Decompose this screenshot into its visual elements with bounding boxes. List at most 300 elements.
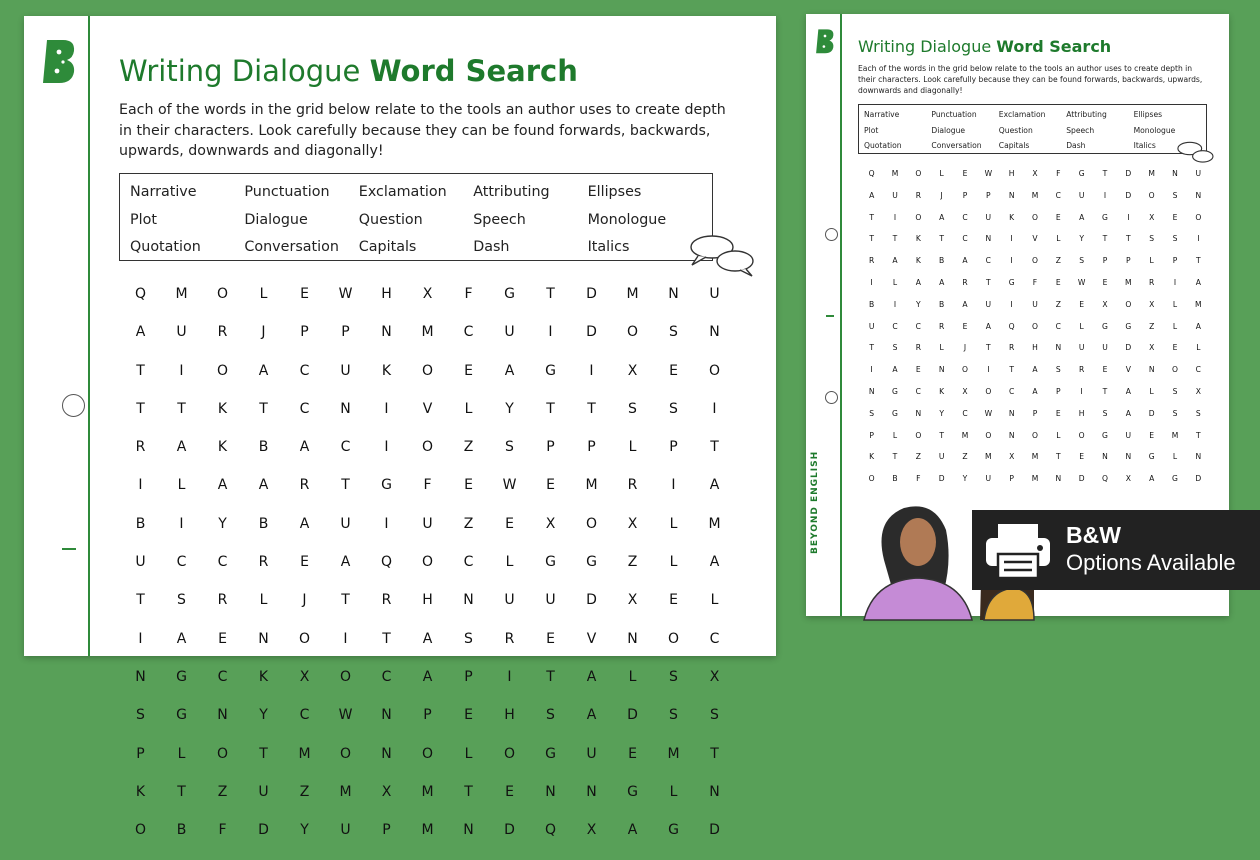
grid-letter: U [1032, 299, 1038, 309]
grid-letter: P [464, 668, 473, 685]
grid-letter: S [1079, 256, 1085, 266]
grid-letter: U [504, 324, 515, 341]
word-list-item: Question [358, 211, 423, 228]
grid-letter: M [298, 745, 311, 762]
grid-letter: L [1149, 386, 1154, 396]
grid-letter: A [340, 554, 351, 571]
grid-letter: B [939, 256, 945, 266]
grid-letter: O [985, 430, 992, 440]
grid-letter: C [381, 668, 392, 685]
word-list-item: Italics [1133, 141, 1156, 150]
grid-letter: K [915, 234, 921, 244]
grid-letter: X [1149, 212, 1155, 222]
grid-letter: I [138, 477, 143, 494]
page-title [119, 54, 578, 88]
grid-letter: O [421, 745, 434, 762]
grid-letter: L [464, 745, 473, 762]
grid-letter: X [709, 668, 720, 685]
grid-letter: I [712, 400, 717, 417]
grid-letter: U [545, 592, 556, 609]
grid-letter: O [985, 386, 992, 396]
grid-letter: A [892, 365, 898, 375]
grid-letter: E [1055, 408, 1061, 418]
grid-letter: G [1148, 452, 1155, 462]
grid-letter: T [1102, 386, 1108, 396]
grid-letter: T [892, 452, 898, 462]
grid-letter: U [340, 362, 351, 379]
grid-letter: F [1056, 169, 1061, 178]
grid-letter: L [892, 430, 898, 440]
grid-letter: Y [300, 822, 309, 839]
grid-letter: M [1031, 190, 1039, 200]
grid-letter: I [589, 362, 594, 379]
grid-letter: N [586, 783, 597, 800]
grid-letter: O [1032, 430, 1038, 440]
grid-letter: U [135, 554, 146, 571]
grid-letter: G [545, 745, 556, 762]
grid-letter: X [422, 286, 433, 302]
grid-letter: K [869, 452, 875, 462]
word-list-item: Exclamation [358, 184, 447, 200]
grid-letter: S [1055, 365, 1061, 375]
grid-letter: M [339, 783, 352, 800]
grid-letter: O [216, 745, 229, 762]
word-list-item: Punctuation [244, 184, 330, 200]
grid-letter: X [627, 592, 638, 609]
grid-letter: M [708, 515, 721, 532]
grid-letter: A [709, 477, 720, 494]
grid-letter: U [1078, 190, 1085, 200]
grid-letter: U [586, 745, 597, 762]
grid-letter: S [669, 324, 678, 341]
grid-letter: F [423, 477, 432, 494]
grid-letter: Z [299, 783, 310, 800]
grid-letter: C [463, 324, 474, 341]
printer-icon [984, 522, 1052, 580]
grid-letter: E [1079, 299, 1085, 309]
grid-letter: O [216, 362, 229, 379]
grid-letter: X [545, 515, 556, 532]
grid-letter: Z [627, 554, 638, 571]
grid-letter: H [381, 286, 392, 302]
word-list-item: Exclamation [998, 110, 1046, 119]
grid-letter: T [1196, 430, 1201, 440]
grid-letter: R [1149, 277, 1155, 287]
grid-letter: U [1125, 430, 1132, 440]
grid-letter: E [218, 630, 227, 647]
grid-letter: I [1103, 190, 1107, 200]
grid-letter: A [1125, 386, 1131, 396]
grid-letter: I [1197, 234, 1200, 244]
grid-letter: C [1009, 386, 1015, 396]
grid-letter: O [421, 439, 434, 456]
grid-letter: T [869, 234, 874, 244]
grid-letter: C [962, 408, 968, 418]
grid-letter: N [463, 592, 474, 609]
grid-letter: P [962, 190, 968, 200]
grid-letter: B [258, 515, 269, 532]
grid-letter: L [1079, 321, 1084, 331]
word-list-item: Dialogue [931, 125, 966, 135]
grid-letter: R [627, 477, 638, 494]
grid-letter: Q [1102, 474, 1108, 484]
grid-letter: X [1102, 299, 1108, 309]
grid-letter: M [421, 783, 434, 800]
grid-letter: T [341, 477, 350, 494]
grid-letter: Q [134, 286, 147, 302]
grid-letter: T [986, 277, 991, 287]
grid-letter: D [586, 324, 597, 341]
grid-letter: I [987, 365, 990, 375]
grid-letter: G [1125, 321, 1132, 331]
grid-letter: Q [868, 169, 875, 178]
grid-letter: Z [1149, 321, 1155, 331]
grid-letter: N [938, 365, 945, 375]
grid-letter: Y [916, 299, 921, 309]
grid-letter: T [986, 343, 991, 353]
grid-letter: V [586, 630, 597, 647]
word-list-item: Speech [473, 211, 526, 228]
grid-letter: L [669, 515, 678, 532]
grid-letter: A [586, 668, 597, 685]
grid-letter: I [179, 515, 184, 532]
grid-letter: G [176, 707, 187, 724]
grid-letter: M [1195, 299, 1202, 309]
fold-mark [826, 315, 834, 317]
grid-letter: C [1055, 321, 1061, 331]
grid-letter: P [1009, 474, 1014, 484]
grid-letter: O [915, 169, 922, 178]
grid-letter: O [1195, 212, 1202, 222]
grid-letter: I [1080, 386, 1083, 396]
grid-letter: O [667, 630, 680, 647]
grid-letter: X [299, 668, 310, 685]
grid-letter: E [962, 169, 968, 178]
word-list-item: Punctuation [931, 110, 977, 119]
grid-letter: U [868, 321, 875, 331]
grid-letter: T [341, 592, 350, 609]
grid-letter: G [545, 554, 556, 571]
speech-bubble-icon [688, 232, 758, 278]
grid-letter: O [298, 630, 311, 647]
grid-letter: A [299, 515, 310, 532]
grid-letter: U [709, 286, 720, 302]
grid-letter: X [1125, 474, 1131, 484]
grid-letter: C [340, 439, 351, 456]
grid-letter: N [258, 630, 269, 647]
worksheet-page-large [24, 16, 776, 839]
word-list-item: Attributing [1066, 110, 1107, 119]
grid-letter: G [892, 386, 898, 396]
grid-letter: T [177, 400, 186, 417]
grid-letter: C [1195, 365, 1201, 375]
grid-letter: I [138, 630, 143, 647]
grid-letter: R [939, 321, 945, 331]
grid-letter: I [548, 324, 553, 341]
word-list-item: Quotation [864, 141, 902, 150]
grid-letter: T [136, 592, 145, 609]
grid-letter: E [1102, 277, 1108, 287]
grid-letter: O [1172, 365, 1178, 375]
grid-letter: S [177, 592, 186, 609]
grid-letter: A [299, 439, 310, 456]
grid-letter: A [504, 362, 515, 379]
binder-hole [825, 228, 838, 241]
word-list-item: Narrative [130, 184, 197, 200]
grid-letter: L [710, 592, 719, 609]
grid-letter: I [384, 400, 389, 417]
grid-letter: I [1010, 234, 1013, 244]
grid-letter: P [1032, 408, 1038, 418]
grid-letter: V [422, 400, 433, 417]
grid-letter: E [1055, 212, 1061, 222]
grid-letter: T [136, 362, 145, 379]
grid-letter: I [384, 439, 389, 456]
badge-subtitle: Options Available [1066, 550, 1236, 575]
grid-letter: S [669, 707, 678, 724]
grid-letter: L [939, 169, 944, 178]
word-list-box [119, 173, 713, 261]
grid-letter: R [135, 439, 146, 456]
grid-letter: Q [1008, 321, 1015, 331]
grid-letter: L [259, 286, 268, 302]
grid-letter: K [1009, 212, 1015, 222]
grid-letter: U [892, 190, 898, 200]
title-bold: Word Search [369, 54, 578, 88]
grid-letter: N [1195, 190, 1202, 200]
grid-letter: Z [217, 783, 228, 800]
grid-letter: T [710, 439, 719, 456]
grid-letter: X [1032, 169, 1038, 178]
grid-letter: R [915, 190, 921, 200]
grid-letter: G [381, 477, 392, 494]
grid-letter: D [258, 822, 269, 839]
grid-letter: O [585, 515, 598, 532]
grid-letter: U [938, 452, 945, 462]
grid-letter: W [338, 286, 353, 302]
grid-letter: P [1172, 256, 1178, 266]
grid-letter: C [176, 554, 187, 571]
grid-letter: R [217, 324, 228, 341]
grid-letter: G [1078, 169, 1085, 178]
grid-letter: L [669, 554, 678, 571]
grid-letter: S [1195, 408, 1201, 418]
grid-letter: N [1148, 365, 1155, 375]
grid-letter: F [218, 822, 227, 839]
grid-letter: M [667, 745, 680, 762]
badge-title: B&W [1066, 522, 1121, 548]
grid-letter: C [985, 256, 991, 266]
grid-letter: A [1032, 365, 1038, 375]
grid-letter: G [586, 554, 597, 571]
grid-letter: N [340, 400, 351, 417]
grid-letter: W [984, 408, 993, 418]
grid-letter: I [384, 515, 389, 532]
grid-letter: S [669, 668, 678, 685]
grid-letter: U [504, 592, 515, 609]
grid-letter: F [464, 286, 473, 302]
grid-letter: L [464, 400, 473, 417]
grid-letter: P [1056, 386, 1061, 396]
letter-grid [120, 286, 735, 860]
grid-letter: A [586, 707, 597, 724]
grid-letter: C [915, 386, 921, 396]
grid-letter: B [258, 439, 269, 456]
word-list-item: Ellipses [1133, 110, 1163, 119]
grid-letter: S [1172, 190, 1178, 200]
grid-letter: A [176, 439, 187, 456]
grid-letter: M [626, 286, 639, 302]
grid-letter: U [985, 474, 992, 484]
grid-letter: P [869, 430, 874, 440]
grid-letter: T [546, 668, 555, 685]
grid-letter: X [1195, 386, 1201, 396]
grid-letter: G [1102, 321, 1108, 331]
grid-letter: N [709, 324, 720, 341]
grid-letter: S [869, 408, 875, 418]
grid-letter: O [1032, 212, 1038, 222]
grid-letter: D [1195, 474, 1202, 484]
grid-letter: S [1149, 234, 1155, 244]
grid-letter: P [986, 190, 991, 200]
grid-letter: L [259, 592, 268, 609]
grid-letter: K [939, 386, 945, 396]
grid-letter: P [1126, 256, 1131, 266]
grid-letter: Y [218, 515, 227, 532]
grid-letter: D [586, 286, 597, 302]
grid-letter: N [709, 783, 720, 800]
grid-letter: U [422, 515, 433, 532]
grid-letter: U [340, 515, 351, 532]
grid-letter: D [1078, 474, 1085, 484]
grid-letter: L [177, 745, 186, 762]
grid-letter: C [1055, 190, 1061, 200]
grid-letter: R [299, 477, 310, 494]
grid-letter: O [708, 362, 721, 379]
grid-letter: N [463, 822, 474, 839]
grid-letter: N [545, 783, 556, 800]
grid-letter: E [505, 515, 514, 532]
grid-letter: T [546, 400, 555, 417]
grid-letter: Y [962, 474, 968, 484]
grid-letter: U [176, 324, 187, 341]
grid-letter: U [258, 783, 269, 800]
grid-letter: K [217, 439, 228, 456]
grid-letter: A [869, 190, 875, 200]
grid-letter: R [1009, 343, 1015, 353]
intro-text: Each of the words in the grid below relate to the tools an author uses to create depth in their characters. Look carefully because they can be found forwards, backwards, upwards, downwards and diagonally! [858, 64, 1203, 95]
grid-letter: Y [1079, 234, 1084, 244]
grid-letter: B [892, 474, 898, 484]
word-list-box [858, 104, 1207, 154]
speech-bubble-icon [1176, 140, 1216, 166]
grid-letter: M [421, 822, 434, 839]
fold-mark [62, 548, 76, 550]
grid-letter: X [586, 822, 597, 839]
grid-letter: A [1079, 212, 1085, 222]
grid-letter: R [915, 343, 921, 353]
grid-letter: N [985, 234, 992, 244]
grid-letter: F [1032, 277, 1038, 287]
b-logo-icon [41, 38, 77, 84]
grid-letter: S [1102, 408, 1108, 418]
grid-letter: N [1055, 474, 1062, 484]
grid-letter: L [1172, 299, 1178, 309]
grid-letter: M [985, 452, 992, 462]
grid-letter: S [628, 400, 637, 417]
grid-letter: Z [463, 439, 474, 456]
word-list-item: Plot [864, 125, 879, 135]
grid-letter: M [175, 286, 188, 302]
grid-letter: S [1172, 234, 1178, 244]
grid-letter: H [1008, 169, 1015, 178]
grid-letter: N [627, 630, 638, 647]
grid-letter: I [1010, 299, 1013, 309]
grid-letter: S [505, 439, 514, 456]
grid-letter: O [1032, 321, 1038, 331]
grid-letter: P [546, 439, 555, 456]
word-list-item: Dialogue [244, 211, 308, 228]
grid-letter: G [1008, 277, 1015, 287]
grid-letter: C [299, 362, 310, 379]
grid-letter: S [669, 400, 678, 417]
grid-letter: D [1125, 169, 1132, 178]
grid-letter: N [668, 286, 679, 302]
grid-letter: X [627, 362, 638, 379]
grid-letter: D [504, 822, 515, 839]
word-list-item: Capitals [998, 141, 1030, 150]
word-list-item: Plot [130, 211, 157, 228]
grid-letter: W [502, 477, 517, 494]
grid-letter: O [216, 286, 229, 302]
grid-letter: N [1008, 190, 1015, 200]
grid-letter: C [915, 321, 921, 331]
grid-letter: L [1172, 452, 1178, 462]
grid-letter: A [258, 477, 269, 494]
word-list-item: Speech [1066, 125, 1095, 135]
grid-letter: D [586, 592, 597, 609]
grid-letter: R [962, 277, 968, 287]
grid-letter: U [1078, 343, 1085, 353]
grid-letter: I [343, 630, 348, 647]
grid-letter: U [985, 212, 992, 222]
title-light: Writing Dialogue [119, 54, 370, 88]
grid-letter: O [1148, 190, 1155, 200]
grid-letter: A [892, 256, 898, 266]
grid-letter: T [1056, 452, 1061, 462]
grid-letter: O [1078, 430, 1085, 440]
grid-letter: C [962, 234, 968, 244]
grid-letter: L [505, 554, 514, 571]
grid-letter: Y [259, 707, 268, 724]
grid-letter: C [299, 707, 310, 724]
grid-letter: I [870, 277, 873, 287]
grid-letter: O [915, 430, 922, 440]
grid-letter: M [961, 430, 969, 440]
grid-letter: P [669, 439, 678, 456]
title-light: Writing Dialogue [858, 37, 997, 56]
grid-letter: J [940, 190, 943, 200]
grid-letter: D [1125, 343, 1132, 353]
grid-letter: K [258, 668, 269, 685]
grid-letter: N [1008, 408, 1015, 418]
grid-letter: P [300, 324, 309, 341]
word-list-item: Quotation [130, 239, 201, 255]
grid-letter: K [915, 256, 921, 266]
grid-letter: U [340, 822, 351, 839]
grid-letter: T [464, 783, 473, 800]
grid-letter: N [1008, 430, 1015, 440]
